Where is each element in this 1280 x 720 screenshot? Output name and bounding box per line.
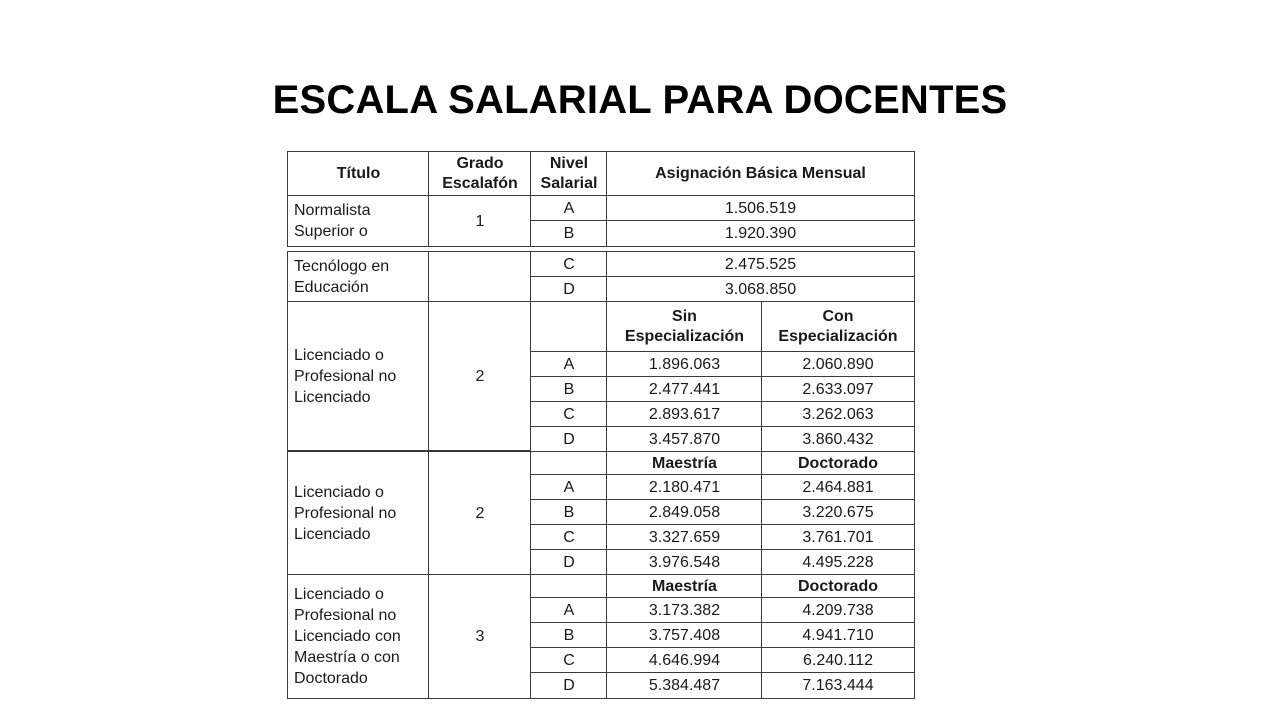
block5-v1-a: 3.173.382 — [606, 597, 763, 624]
block2-nivel-d: D — [530, 276, 608, 303]
header-asignacion: Asignación Básica Mensual — [606, 151, 915, 197]
block1-nivel-b: B — [530, 220, 608, 247]
block3-titulo: Licenciado o Profesional no Licenciado — [287, 301, 430, 451]
block4-sub1: Maestría — [606, 451, 763, 476]
block5-v1-c: 4.646.994 — [606, 647, 763, 674]
block4-v1-d: 3.976.548 — [606, 549, 763, 576]
block2-titulo: Tecnólogo en Educación — [287, 251, 430, 303]
block5-v1-b: 3.757.408 — [606, 622, 763, 649]
block3-v1-b: 2.477.441 — [606, 376, 763, 403]
block4-grado: 2 — [428, 451, 532, 575]
block4-v1-c: 3.327.659 — [606, 524, 763, 551]
block2-nivel-c: C — [530, 251, 608, 278]
block2-valor-c: 2.475.525 — [606, 251, 915, 278]
block3-nivel-header — [530, 301, 608, 353]
block1-grado: 1 — [428, 195, 532, 247]
block4-nivel-a: A — [530, 474, 608, 501]
block4-nivel-c: C — [530, 524, 608, 551]
page-title: ESCALA SALARIAL PARA DOCENTES — [272, 78, 1008, 122]
block4-v1-b: 2.849.058 — [606, 499, 763, 526]
block3-sub1: Sin Especialización — [606, 301, 763, 353]
block3-v2-d: 3.860.432 — [761, 426, 915, 453]
block5-nivel-c: C — [530, 647, 608, 674]
block4-titulo: Licenciado o Profesional no Licenciado — [287, 451, 430, 575]
block4-nivel-d: D — [530, 549, 608, 576]
block5-grado: 3 — [428, 574, 532, 699]
block5-v2-a: 4.209.738 — [761, 597, 915, 624]
block3-v2-c: 3.262.063 — [761, 401, 915, 428]
block3-v2-a: 2.060.890 — [761, 351, 915, 378]
block4-v2-b: 3.220.675 — [761, 499, 915, 526]
block2-grado — [428, 251, 532, 303]
block3-v1-c: 2.893.617 — [606, 401, 763, 428]
block1-valor-b: 1.920.390 — [606, 220, 915, 247]
block5-v2-c: 6.240.112 — [761, 647, 915, 674]
block3-nivel-c: C — [530, 401, 608, 428]
block5-sub2: Doctorado — [761, 574, 915, 599]
block3-sub2: Con Especialización — [761, 301, 915, 353]
header-nivel: Nivel Salarial — [530, 151, 608, 197]
block3-grado: 2 — [428, 301, 532, 451]
block4-sub2: Doctorado — [761, 451, 915, 476]
block5-titulo: Licenciado o Profesional no Licenciado con Maestría o con Doctorado — [287, 574, 430, 699]
block3-v1-d: 3.457.870 — [606, 426, 763, 453]
block5-v1-d: 5.384.487 — [606, 672, 763, 699]
block1-nivel-a: A — [530, 195, 608, 222]
block5-nivel-d: D — [530, 672, 608, 699]
block4-nivel-header — [530, 451, 608, 476]
block3-v1-a: 1.896.063 — [606, 351, 763, 378]
block1-titulo: Normalista Superior o — [287, 195, 430, 247]
header-grado: Grado Escalafón — [428, 151, 532, 197]
block3-nivel-a: A — [530, 351, 608, 378]
block2-valor-d: 3.068.850 — [606, 276, 915, 303]
header-titulo: Título — [287, 151, 430, 197]
block5-nivel-a: A — [530, 597, 608, 624]
block5-nivel-b: B — [530, 622, 608, 649]
block5-v2-b: 4.941.710 — [761, 622, 915, 649]
block4-v2-a: 2.464.881 — [761, 474, 915, 501]
block4-v1-a: 2.180.471 — [606, 474, 763, 501]
block5-sub1: Maestría — [606, 574, 763, 599]
block1-valor-a: 1.506.519 — [606, 195, 915, 222]
salary-table — [287, 151, 915, 699]
block3-nivel-b: B — [530, 376, 608, 403]
block5-v2-d: 7.163.444 — [761, 672, 915, 699]
block4-v2-d: 4.495.228 — [761, 549, 915, 576]
block3-nivel-d: D — [530, 426, 608, 453]
block4-nivel-b: B — [530, 499, 608, 526]
block4-v2-c: 3.761.701 — [761, 524, 915, 551]
block5-nivel-header — [530, 574, 608, 599]
block3-v2-b: 2.633.097 — [761, 376, 915, 403]
